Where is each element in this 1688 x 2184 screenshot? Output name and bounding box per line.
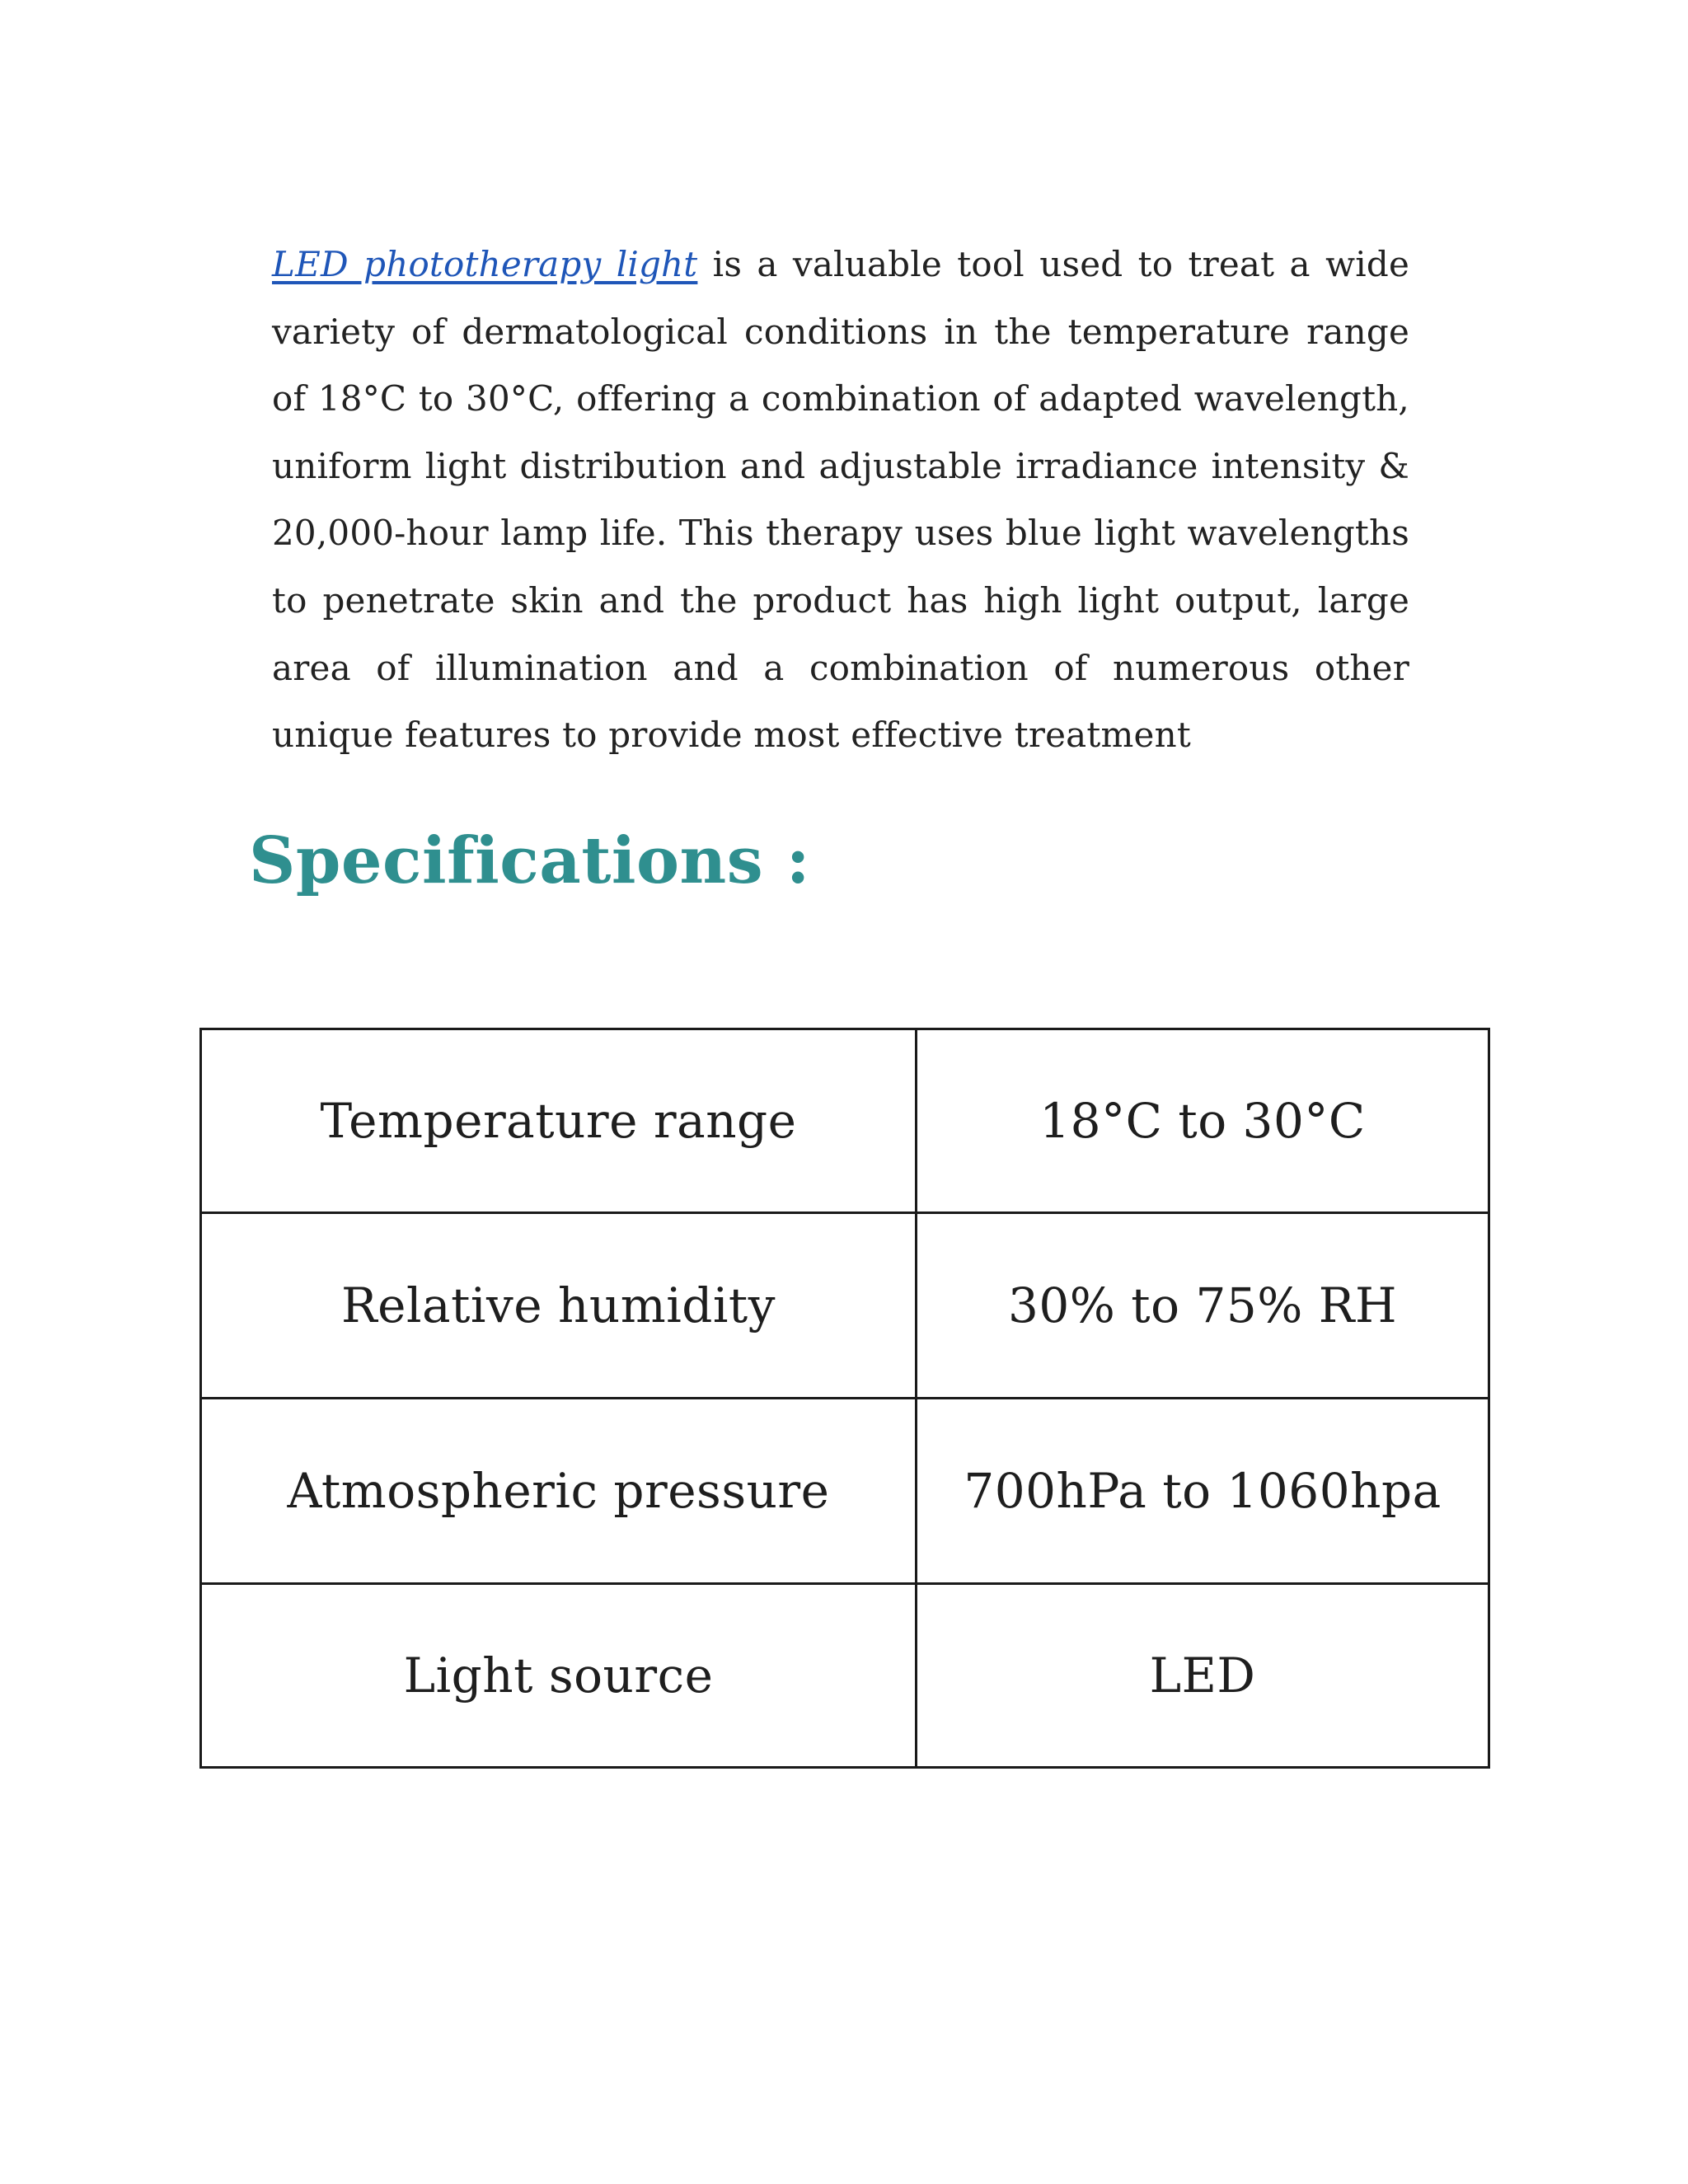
spec-value: 700hPa to 1060hpa <box>917 1399 1489 1584</box>
spec-value: 30% to 75% RH <box>917 1213 1489 1399</box>
specifications-heading: Specifications : <box>249 823 811 898</box>
intro-body-text: is a valuable tool used to treat a wide variety of dermatological conditions in the temperature range of 18°C to 30°C, offering a combination of adapted wavelength, uniform light distribution and adjustable irradiance intensity & 20,000-hour lamp life. This therapy uses blue light wavelengths to penetrate skin and the product has high light output, large area of illumination and a combination of numerous other unique features to provide most effective treatment <box>272 244 1409 756</box>
table-row <box>201 1029 1489 1213</box>
spec-value: LED <box>917 1584 1489 1768</box>
spec-label: Atmospheric pressure <box>201 1399 917 1584</box>
table-row <box>201 1399 1489 1584</box>
spec-value: 18°C to 30°C <box>917 1029 1489 1213</box>
spec-label: Temperature range <box>201 1029 917 1213</box>
table-row <box>201 1213 1489 1399</box>
table-row <box>201 1584 1489 1768</box>
spec-label: Relative humidity <box>201 1213 917 1399</box>
specifications-table <box>199 1028 1490 1769</box>
intro-paragraph <box>272 231 1409 769</box>
led-phototherapy-link[interactable]: LED phototherapy light <box>272 244 698 284</box>
spec-label: Light source <box>201 1584 917 1768</box>
